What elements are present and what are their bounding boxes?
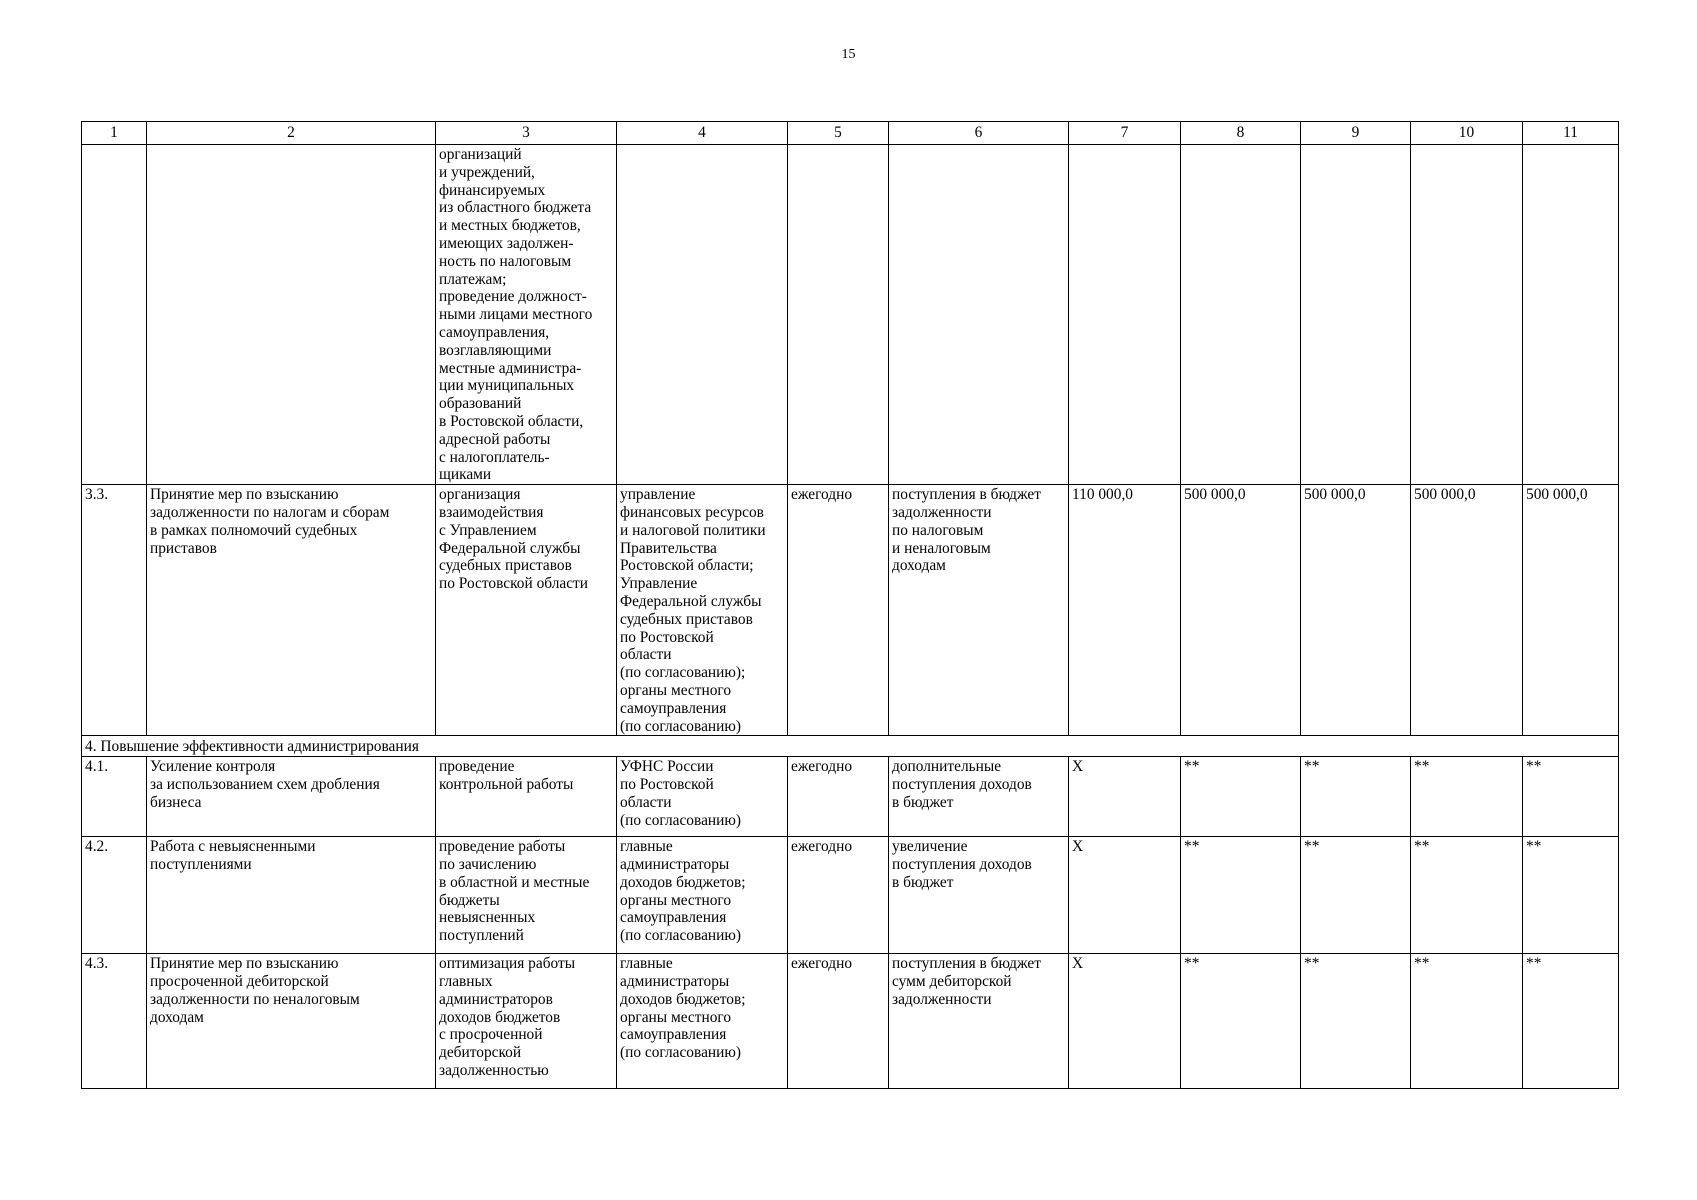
table-row-4-1	[82, 757, 1619, 837]
header-cell: 10	[1411, 122, 1523, 145]
header-row	[82, 122, 1619, 145]
table-row-3-3	[82, 485, 1619, 736]
header-cell: 5	[788, 122, 889, 145]
header-cell: 6	[889, 122, 1069, 145]
header-cell: 7	[1069, 122, 1181, 145]
page-number: 15	[841, 47, 856, 62]
cell-name: Принятие мер по взысканию задолженности по налогам и сборам в рамках полномочий судебных приставов	[147, 485, 436, 736]
cell-value: **	[1411, 954, 1523, 1089]
cell-number: 4.1.	[82, 757, 147, 837]
cell-result: увеличение поступления доходов в бюджет	[889, 837, 1069, 954]
cell-value: Х	[1069, 757, 1181, 837]
cell-term: ежегодно	[788, 485, 889, 736]
cell-term: ежегодно	[788, 837, 889, 954]
cell-term: ежегодно	[788, 757, 889, 837]
cell-number: 3.3.	[82, 485, 147, 736]
cell-value: **	[1523, 837, 1619, 954]
cell-value: **	[1181, 954, 1301, 1089]
cell-result: поступления в бюджет сумм дебиторской задолженности	[889, 954, 1069, 1089]
header-cell: 9	[1301, 122, 1411, 145]
cell-value: **	[1411, 837, 1523, 954]
cell-value: **	[1411, 757, 1523, 837]
cell-executor: главные администраторы доходов бюджетов; органы местного самоуправления (по согласованию)	[617, 837, 788, 954]
cell-value: **	[1523, 954, 1619, 1089]
cell-value: **	[1301, 954, 1411, 1089]
cell-value: 500 000,0	[1301, 485, 1411, 736]
cell-value: Х	[1069, 837, 1181, 954]
cell-executor: управление финансовых ресурсов и налоговой политики Правительства Ростовской области; Управление Федеральной службы судебных приставов по Ростовской области (по согласованию); органы местного самоуправления (по согласованию)	[617, 485, 788, 736]
cell-executor: главные администраторы доходов бюджетов; органы местного самоуправления (по согласованию)	[617, 954, 788, 1089]
cell-action: оптимизация работы главных администраторов доходов бюджетов с просроченной дебиторской задолженностью	[436, 954, 617, 1089]
cell-action: проведение контрольной работы	[436, 757, 617, 837]
table-row-4-3	[82, 954, 1619, 1089]
header-cell: 2	[147, 122, 436, 145]
header-cell: 4	[617, 122, 788, 145]
table-row-4-2	[82, 837, 1619, 954]
header-cell: 1	[82, 122, 147, 145]
cell-value: **	[1301, 757, 1411, 837]
cell-number: 4.3.	[82, 954, 147, 1089]
cell-number: 4.2.	[82, 837, 147, 954]
cell-executor: УФНС России по Ростовской области (по согласованию)	[617, 757, 788, 837]
header-cell: 8	[1181, 122, 1301, 145]
cell-name: Усиление контроля за использованием схем дробления бизнеса	[147, 757, 436, 837]
cell-value: **	[1301, 837, 1411, 954]
cell-action: организаций и учреждений, финансируемых из областного бюджета и местных бюджетов, имеющих задолжен- ность по налоговым платежам; проведение должност- ными лицами местного самоуправления, возглавляющими местные администра- ции муниципальных образований в Ростовской области, адресной работы с налогоплатель- щиками	[436, 145, 617, 485]
cell-result: поступления в бюджет задолженности по налоговым и неналоговым доходам	[889, 485, 1069, 736]
cell-name: Принятие мер по взысканию просроченной дебиторской задолженности по неналоговым доходам	[147, 954, 436, 1089]
cell-value: 500 000,0	[1181, 485, 1301, 736]
cell-result: дополнительные поступления доходов в бюджет	[889, 757, 1069, 837]
cell-value: **	[1523, 757, 1619, 837]
cell-name: Работа с невыясненными поступлениями	[147, 837, 436, 954]
cell-action: проведение работы по зачислению в областной и местные бюджеты невыясненных поступлений	[436, 837, 617, 954]
header-cell: 3	[436, 122, 617, 145]
cell-action: организация взаимодействия с Управлением Федеральной службы судебных приставов по Ростовской области	[436, 485, 617, 736]
cell-value: 500 000,0	[1523, 485, 1619, 736]
table-row-continuation	[82, 145, 1619, 485]
section-title: 4. Повышение эффективности администрирования	[82, 736, 1619, 757]
cell-value: Х	[1069, 954, 1181, 1089]
header-cell: 11	[1523, 122, 1619, 145]
measures-table	[81, 121, 1619, 1089]
section-row	[82, 736, 1619, 757]
cell-value: **	[1181, 757, 1301, 837]
cell-term: ежегодно	[788, 954, 889, 1089]
cell-value: 500 000,0	[1411, 485, 1523, 736]
cell-value: **	[1181, 837, 1301, 954]
cell-value: 110 000,0	[1069, 485, 1181, 736]
